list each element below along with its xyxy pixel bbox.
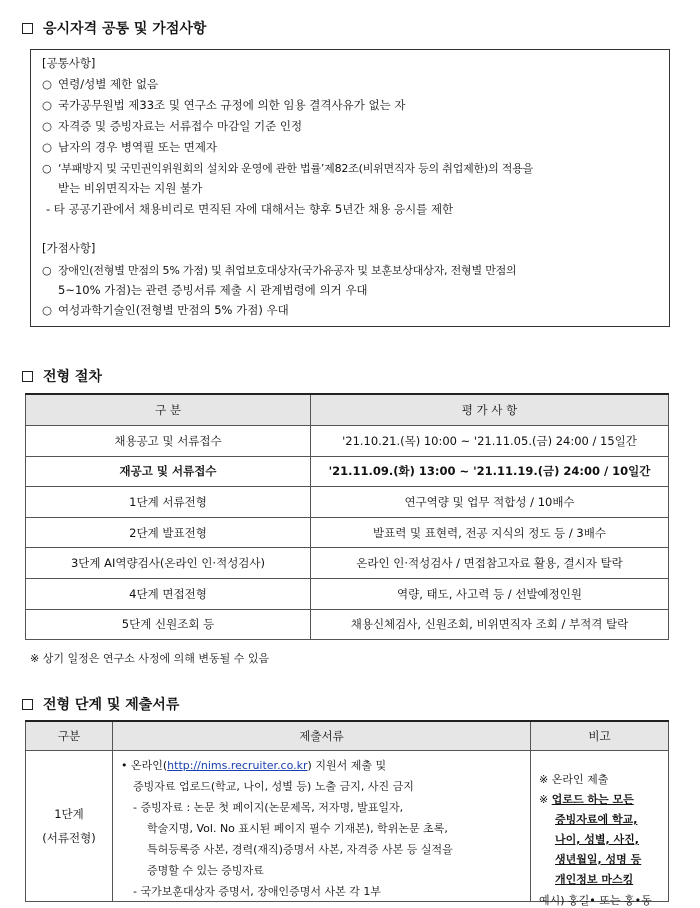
common-item: ○ 국가공무원법 제33조 및 연구소 규정에 의한 임용 결격사유가 없는 자 [42,98,406,112]
bonus-item: ○ 장애인(전형별 만점의 5% 가점) 및 취업보호대상자(국가유공자 및 보훈보상대상자, 전형별 만점의 [42,264,517,277]
table-row [26,456,669,487]
table-row [26,548,669,579]
table-cell-stage: 2단계 발표전형 [26,517,311,548]
doc-line: 증명할 수 있는 증빙자료 [147,864,264,877]
table-row [26,609,669,640]
procedure-table [25,393,669,640]
bonus-item-continuation: 5~10% 가점)는 관련 증빙서류 제출 시 관계법령에 의거 우대 [58,283,368,297]
table-row [26,751,669,902]
section-title-text: 응시자격 공통 및 가점사항 [43,21,207,37]
table-row [26,487,669,518]
table-cell-detail: '21.11.09.(화) 13:00 ~ '21.11.19.(금) 24:00 / 10일간 [311,456,669,487]
doc-line: 증빙자료 업로드(학교, 나이, 성별 등) 노출 금지, 사진 금지 [133,780,414,793]
table-header-cell: 제출서류 [113,721,531,751]
common-item: ○ 자격증 및 증빙자료는 서류접수 마감일 기준 인정 [42,119,303,133]
recruiter-link[interactable]: http://nims.recruiter.co.kr [167,759,308,772]
table-cell-stage: 4단계 면접전형 [26,578,311,609]
table-cell-detail: '21.10.21.(목) 10:00 ~ '21.11.05.(금) 24:00 / 15일간 [311,426,669,457]
remark-line: 개인정보 마스킹 [555,873,634,886]
table-cell-detail: 역량, 태도, 사고력 등 / 선발예정인원 [311,578,669,609]
bonus-header: [가점사항] [42,241,96,255]
table-header-row [26,394,669,426]
section-title-text: 전형 단계 및 제출서류 [43,697,180,713]
remark-line: 증빙자료에 학교, [555,813,638,826]
doc-line: 특허등록증 사본, 경력(재직)증명서 사본, 자격증 사본 등 실적을 [147,843,453,856]
table-cell-detail: 채용신체검사, 신원조회, 비위면직자 조회 / 부적격 탈락 [311,609,669,640]
table-row [26,517,669,548]
remark-line: 예시) 홍길• 또는 홍•동 [539,894,652,907]
table-cell-stage: 채용공고 및 서류접수 [26,426,311,457]
doc-line: • 온라인(http://nims.recruiter.co.kr) 지원서 제출 및 [121,759,387,772]
stage-cell [26,751,113,902]
section-title-procedure [22,366,102,386]
stage-label: 1단계 [54,807,84,821]
documents-cell [113,751,531,902]
table-row [26,426,669,457]
common-item: ○ ‘부패방지 및 국민권익위원회의 설치와 운영에 관한 법률’제82조(비위면직자 등의 취업제한)의 적용을 [42,162,534,175]
section-title-documents [22,694,179,714]
table-cell-detail: 온라인 인·적성검사 / 면접참고자료 활용, 결시자 탈락 [311,548,669,579]
common-item: ○ 남자의 경우 병역필 또는 면제자 [42,140,218,154]
table-cell-detail: 발표력 및 표현력, 전공 지식의 정도 등 / 3배수 [311,517,669,548]
common-header: [공통사항] [42,56,96,70]
table-cell-stage: 5단계 신원조회 등 [26,609,311,640]
doc-line: - 증빙자료 : 논문 첫 페이지(논문제목, 저자명, 발표일자, [133,801,404,814]
checkbox-square-icon [22,699,33,710]
table-cell-stage: 재공고 및 서류접수 [26,456,311,487]
doc-line: - 국가보훈대상자 증명서, 장애인증명서 사본 각 1부 [133,885,381,898]
common-item-continuation: 받는 비위면직자는 지원 불가 [58,181,203,195]
bonus-item: ○ 여성과학기술인(전형별 만점의 5% 가점) 우대 [42,303,289,317]
common-dash-item: - 타 공공기관에서 채용비리로 면직된 자에 대해서는 향후 5년간 채용 응시를 제한 [46,202,454,216]
section-title-qualifications [22,18,206,38]
stage-sublabel: (서류전형) [42,831,96,845]
remark-line: ※ 업로드 하는 모든 [539,793,634,806]
documents-table [25,720,669,907]
table-header-cell: 비고 [531,721,669,751]
checkbox-square-icon [22,23,33,34]
table-row [26,578,669,609]
remark-line: 생년월일, 성명 등 [555,853,642,866]
checkbox-square-icon [22,371,33,382]
remark-line: ※ 온라인 제출 [539,773,609,786]
table-cell-stage: 3단계 AI역량검사(온라인 인·적성검사) [26,548,311,579]
schedule-note: ※ 상기 일정은 연구소 사정에 의해 변동될 수 있음 [30,652,270,665]
remark-line: 나이, 성별, 사진, [555,833,639,846]
table-header-row [26,721,669,751]
table-header-cell: 구분 [26,721,113,751]
remarks-cell [531,751,669,907]
table-cell-detail: 연구역량 및 업무 적합성 / 10배수 [311,487,669,518]
doc-line: 학술지명, Vol. No 표시된 페이지 필수 기재본), 학위논문 초록, [147,822,448,835]
table-header-cell: 구 분 [26,394,311,426]
table-header-cell: 평 가 사 항 [311,394,669,426]
common-item: ○ 연령/성별 제한 없음 [42,77,159,91]
table-cell-stage: 1단계 서류전형 [26,487,311,518]
section-title-text: 전형 절차 [43,369,102,385]
